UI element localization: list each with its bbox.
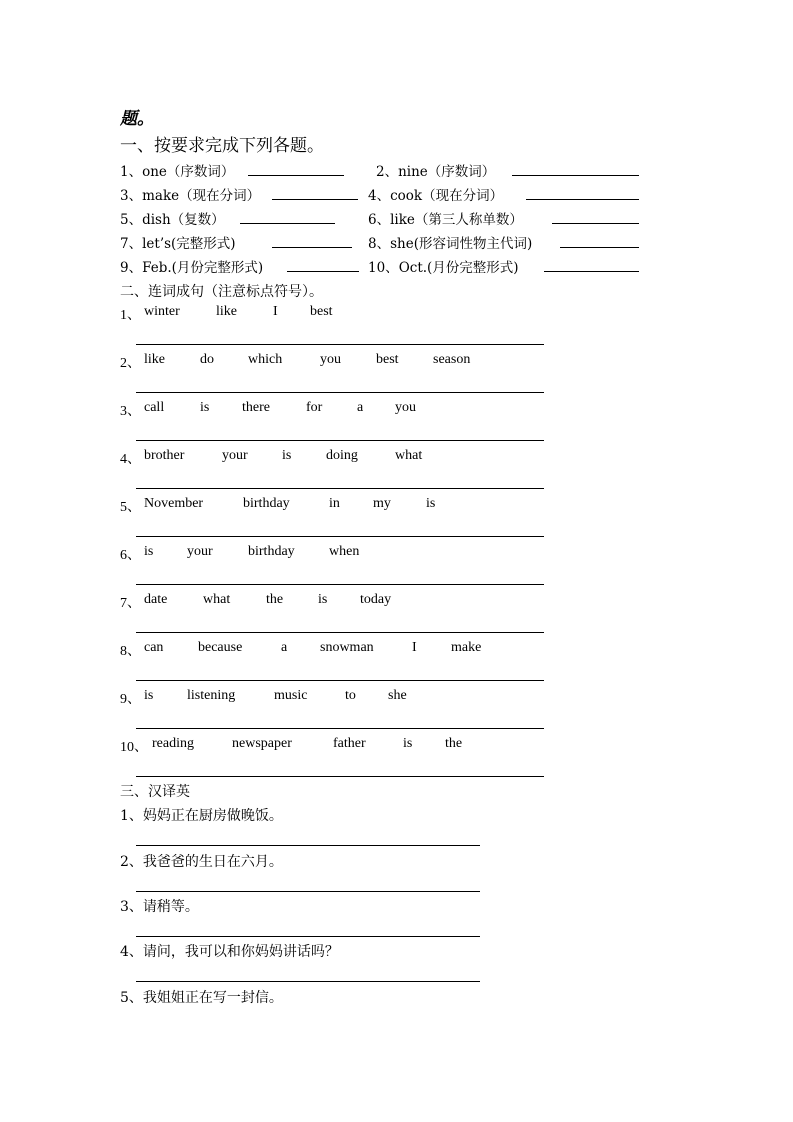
scrambled-word: what (203, 592, 231, 607)
row-number: 10、 (120, 740, 148, 755)
scrambled-word: do (200, 352, 214, 367)
section-1-heading: 一、按要求完成下列各题。 (120, 136, 324, 156)
part1-item-10: 10、Oct.(月份完整形式) (368, 260, 519, 276)
row-number: 9、 (120, 692, 141, 707)
part1-item-5: 5、dish（复数） (120, 212, 225, 228)
part1-item-7: 7、let’s(完整形式) (120, 236, 236, 252)
scrambled-word: to (345, 688, 356, 703)
scrambled-word: birthday (243, 496, 290, 511)
scrambled-word: doing (326, 448, 358, 463)
answer-blank[interactable] (240, 223, 335, 224)
part1-item-9: 9、Feb.(月份完整形式) (120, 260, 264, 276)
scrambled-word: winter (144, 304, 180, 319)
answer-blank[interactable] (552, 223, 639, 224)
answer-blank[interactable] (272, 247, 352, 248)
row-number: 7、 (120, 596, 141, 611)
scrambled-word: can (144, 640, 164, 655)
scrambled-word: you (395, 400, 416, 415)
scrambled-word: brother (144, 448, 185, 463)
scrambled-word: what (395, 448, 423, 463)
scrambled-word: a (281, 640, 288, 655)
section-2-heading: 二、连词成句（注意标点符号）。 (120, 284, 323, 300)
scrambled-word: call (144, 400, 165, 415)
translation-item-2: 2、我爸爸的生日在六月。 (120, 854, 283, 870)
scrambled-word: I (273, 304, 278, 319)
answer-line[interactable] (136, 344, 544, 345)
scrambled-word: the (266, 592, 284, 607)
row-number: 2、 (120, 356, 141, 371)
page-title: 题。 (120, 109, 154, 129)
row-number: 1、 (120, 308, 141, 323)
answer-line[interactable] (136, 728, 544, 729)
scrambled-word: is (144, 688, 154, 703)
translation-item-5: 5、我姐姐正在写一封信。 (120, 990, 283, 1006)
scrambled-word: snowman (320, 640, 374, 655)
scrambled-word: your (222, 448, 248, 463)
answer-line[interactable] (136, 440, 544, 441)
answer-blank[interactable] (512, 175, 639, 176)
scrambled-word: today (360, 592, 392, 607)
row-number: 6、 (120, 548, 141, 563)
row-number: 8、 (120, 644, 141, 659)
answer-line[interactable] (136, 936, 480, 937)
answer-line[interactable] (136, 536, 544, 537)
answer-blank[interactable] (272, 199, 358, 200)
part1-item-1: 1、one（序数词） (120, 164, 235, 180)
answer-blank[interactable] (526, 199, 639, 200)
scrambled-word: your (187, 544, 213, 559)
scrambled-word: my (373, 496, 391, 511)
answer-line[interactable] (136, 891, 480, 892)
scrambled-word: is (318, 592, 328, 607)
scrambled-word: father (333, 736, 366, 751)
scrambled-word: when (329, 544, 360, 559)
scrambled-word: best (310, 304, 333, 319)
scrambled-word: newspaper (232, 736, 292, 751)
scrambled-word: birthday (248, 544, 295, 559)
scrambled-word: is (426, 496, 436, 511)
part1-item-3: 3、make（现在分词） (120, 188, 261, 204)
scrambled-word: you (320, 352, 341, 367)
translation-item-3: 3、请稍等。 (120, 899, 199, 915)
section-3-heading: 三、汉译英 (120, 784, 190, 800)
scrambled-word: is (144, 544, 154, 559)
scrambled-word: I (412, 640, 417, 655)
answer-line[interactable] (136, 392, 544, 393)
scrambled-word: like (144, 352, 165, 367)
answer-line[interactable] (136, 981, 480, 982)
scrambled-word: a (357, 400, 364, 415)
answer-line[interactable] (136, 584, 544, 585)
answer-blank[interactable] (544, 271, 639, 272)
answer-blank[interactable] (248, 175, 344, 176)
scrambled-word: listening (187, 688, 236, 703)
scrambled-word: there (242, 400, 270, 415)
answer-line[interactable] (136, 488, 544, 489)
translation-item-4: 4、请问，我可以和你妈妈讲话吗？ (120, 944, 339, 960)
answer-line[interactable] (136, 776, 544, 777)
scrambled-word: like (216, 304, 237, 319)
scrambled-word: November (144, 496, 204, 511)
scrambled-word: is (403, 736, 413, 751)
scrambled-word: date (144, 592, 168, 607)
scrambled-word: the (445, 736, 463, 751)
answer-line[interactable] (136, 632, 544, 633)
scrambled-word: is (200, 400, 210, 415)
part1-item-4: 4、cook（现在分词） (368, 188, 504, 204)
part1-item-6: 6、like（第三人称单数） (368, 212, 523, 228)
scrambled-word: she (388, 688, 407, 703)
scrambled-word: season (433, 352, 471, 367)
translation-item-1: 1、妈妈正在厨房做晚饭。 (120, 808, 283, 824)
answer-line[interactable] (136, 845, 480, 846)
part1-item-2: 2、nine（序数词） (376, 164, 496, 180)
scrambled-word: for (306, 400, 323, 415)
scrambled-word: reading (152, 736, 194, 751)
scrambled-word: best (376, 352, 399, 367)
scrambled-word: in (329, 496, 340, 511)
answer-blank[interactable] (560, 247, 639, 248)
scrambled-word: music (274, 688, 308, 703)
answer-blank[interactable] (287, 271, 359, 272)
scrambled-word: is (282, 448, 292, 463)
scrambled-word: make (451, 640, 482, 655)
answer-line[interactable] (136, 680, 544, 681)
row-number: 4、 (120, 452, 141, 467)
scrambled-word: which (248, 352, 283, 367)
scrambled-word: because (198, 640, 243, 655)
row-number: 3、 (120, 404, 141, 419)
row-number: 5、 (120, 500, 141, 515)
part1-item-8: 8、she(形容词性物主代词) (368, 236, 533, 252)
